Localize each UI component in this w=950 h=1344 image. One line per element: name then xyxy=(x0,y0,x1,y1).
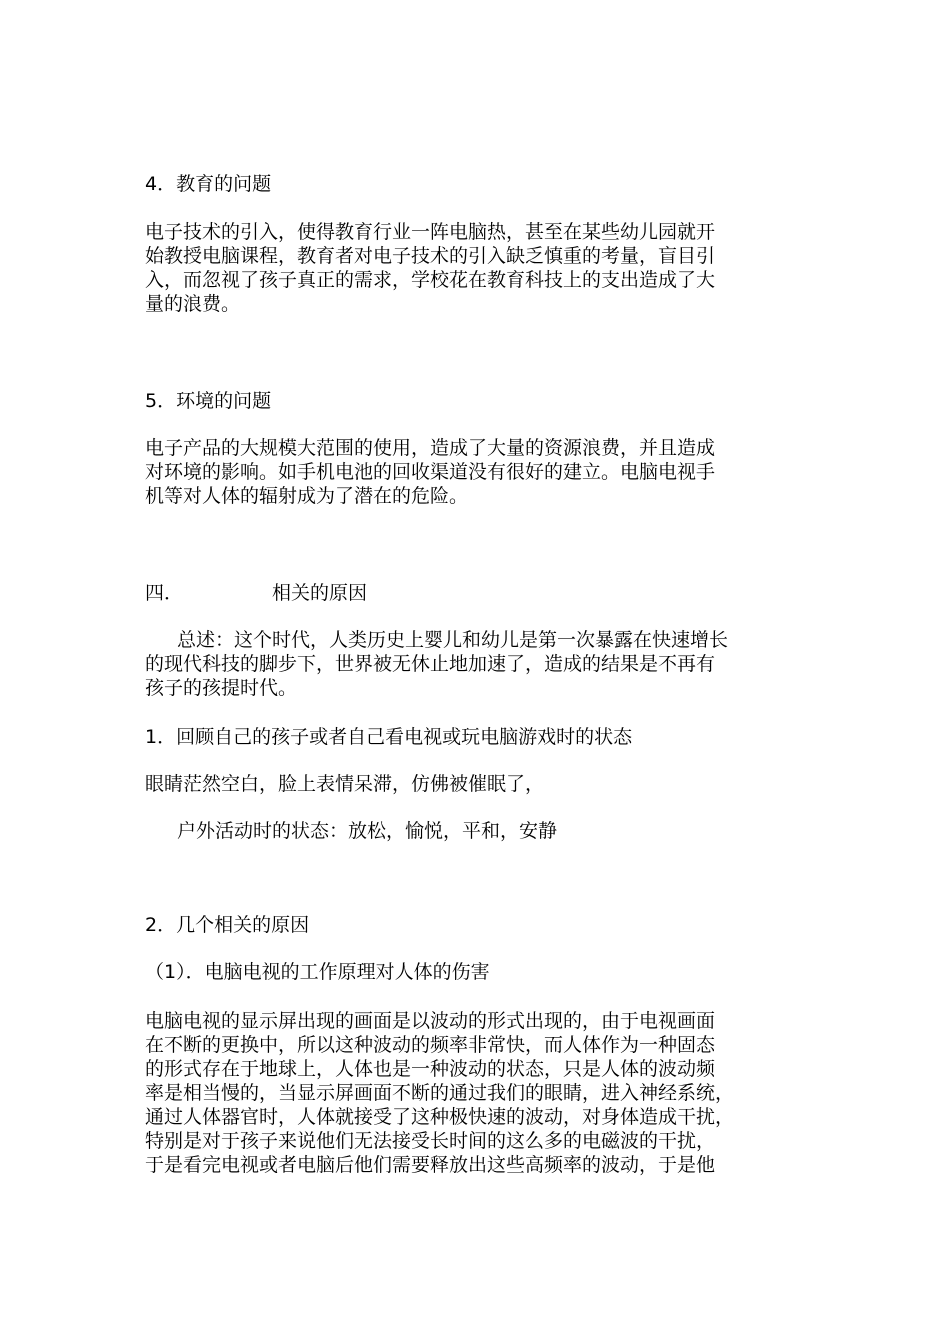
paragraph-line: 入，而忽视了孩子真正的需求，学校花在教育科技上的支出造成了大 xyxy=(145,269,716,291)
section4-heading: 4．教育的问题 xyxy=(145,173,272,195)
chapter4-number: 四． xyxy=(145,582,184,604)
item1-heading: 1．回顾自己的孩子或者自己看电视或玩电脑游戏时的状态 xyxy=(145,726,633,748)
item2-heading: 2．几个相关的原因 xyxy=(145,914,310,936)
paragraph-line: 电子技术的引入，使得教育行业一阵电脑热，甚至在某些幼儿园就开 xyxy=(145,221,716,243)
paragraph-line: 对环境的影响。如手机电池的回收渠道没有很好的建立。电脑电视手 xyxy=(145,461,716,483)
paragraph-line: 的形式存在于地球上，人体也是一种波动的状态，只是人体的波动频 xyxy=(145,1058,716,1080)
paragraph-line: 通过人体器官时，人体就接受了这种极快速的波动，对身体造成干扰， xyxy=(145,1106,735,1128)
paragraph-line: 始教授电脑课程，教育者对电子技术的引入缺乏慎重的考量，盲目引 xyxy=(145,245,716,267)
paragraph-line: 在不断的更换中，所以这种波动的频率非常快，而人体作为一种固态 xyxy=(145,1034,716,1056)
chapter4-summary xyxy=(145,628,805,700)
paragraph-line: 电子产品的大规模大范围的使用，造成了大量的资源浪费，并且造成 xyxy=(145,437,716,459)
paragraph-line: 的现代科技的脚步下，世界被无休止地加速了，造成的结果是不再有 xyxy=(145,653,716,675)
section4-paragraph xyxy=(145,220,805,316)
paragraph-line: 特别是对于孩子来说他们无法接受长时间的这么多的电磁波的干扰， xyxy=(145,1130,716,1152)
item1-screen-state: 眼睛茫然空白，脸上表情呆滞，仿佛被催眠了， xyxy=(145,773,545,795)
paragraph-line: 总述：这个时代，人类历史上婴儿和幼儿是第一次暴露在快速增长 xyxy=(177,629,729,651)
item2-paragraph xyxy=(145,1009,805,1177)
paragraph-line: 量的浪费。 xyxy=(145,293,241,315)
paragraph-line: 率是相当慢的，当显示屏画面不断的通过我们的眼睛，进入神经系统， xyxy=(145,1082,735,1104)
section5-paragraph xyxy=(145,436,805,508)
item1-outdoor-state: 户外活动时的状态：放松，愉悦，平和，安静 xyxy=(177,820,558,842)
paragraph-line: 机等对人体的辐射成为了潜在的危险。 xyxy=(145,485,469,507)
section5-heading: 5．环境的问题 xyxy=(145,390,272,412)
paragraph-line: 于是看完电视或者电脑后他们需要释放出这些高频率的波动，于是他 xyxy=(145,1154,716,1176)
paragraph-line: 电脑电视的显示屏出现的画面是以波动的形式出现的，由于电视画面 xyxy=(145,1010,716,1032)
item2-subheading: （1）．电脑电视的工作原理对人体的伤害 xyxy=(145,961,490,983)
chapter4-title: 相关的原因 xyxy=(272,582,368,604)
paragraph-line: 孩子的孩提时代。 xyxy=(145,677,298,699)
